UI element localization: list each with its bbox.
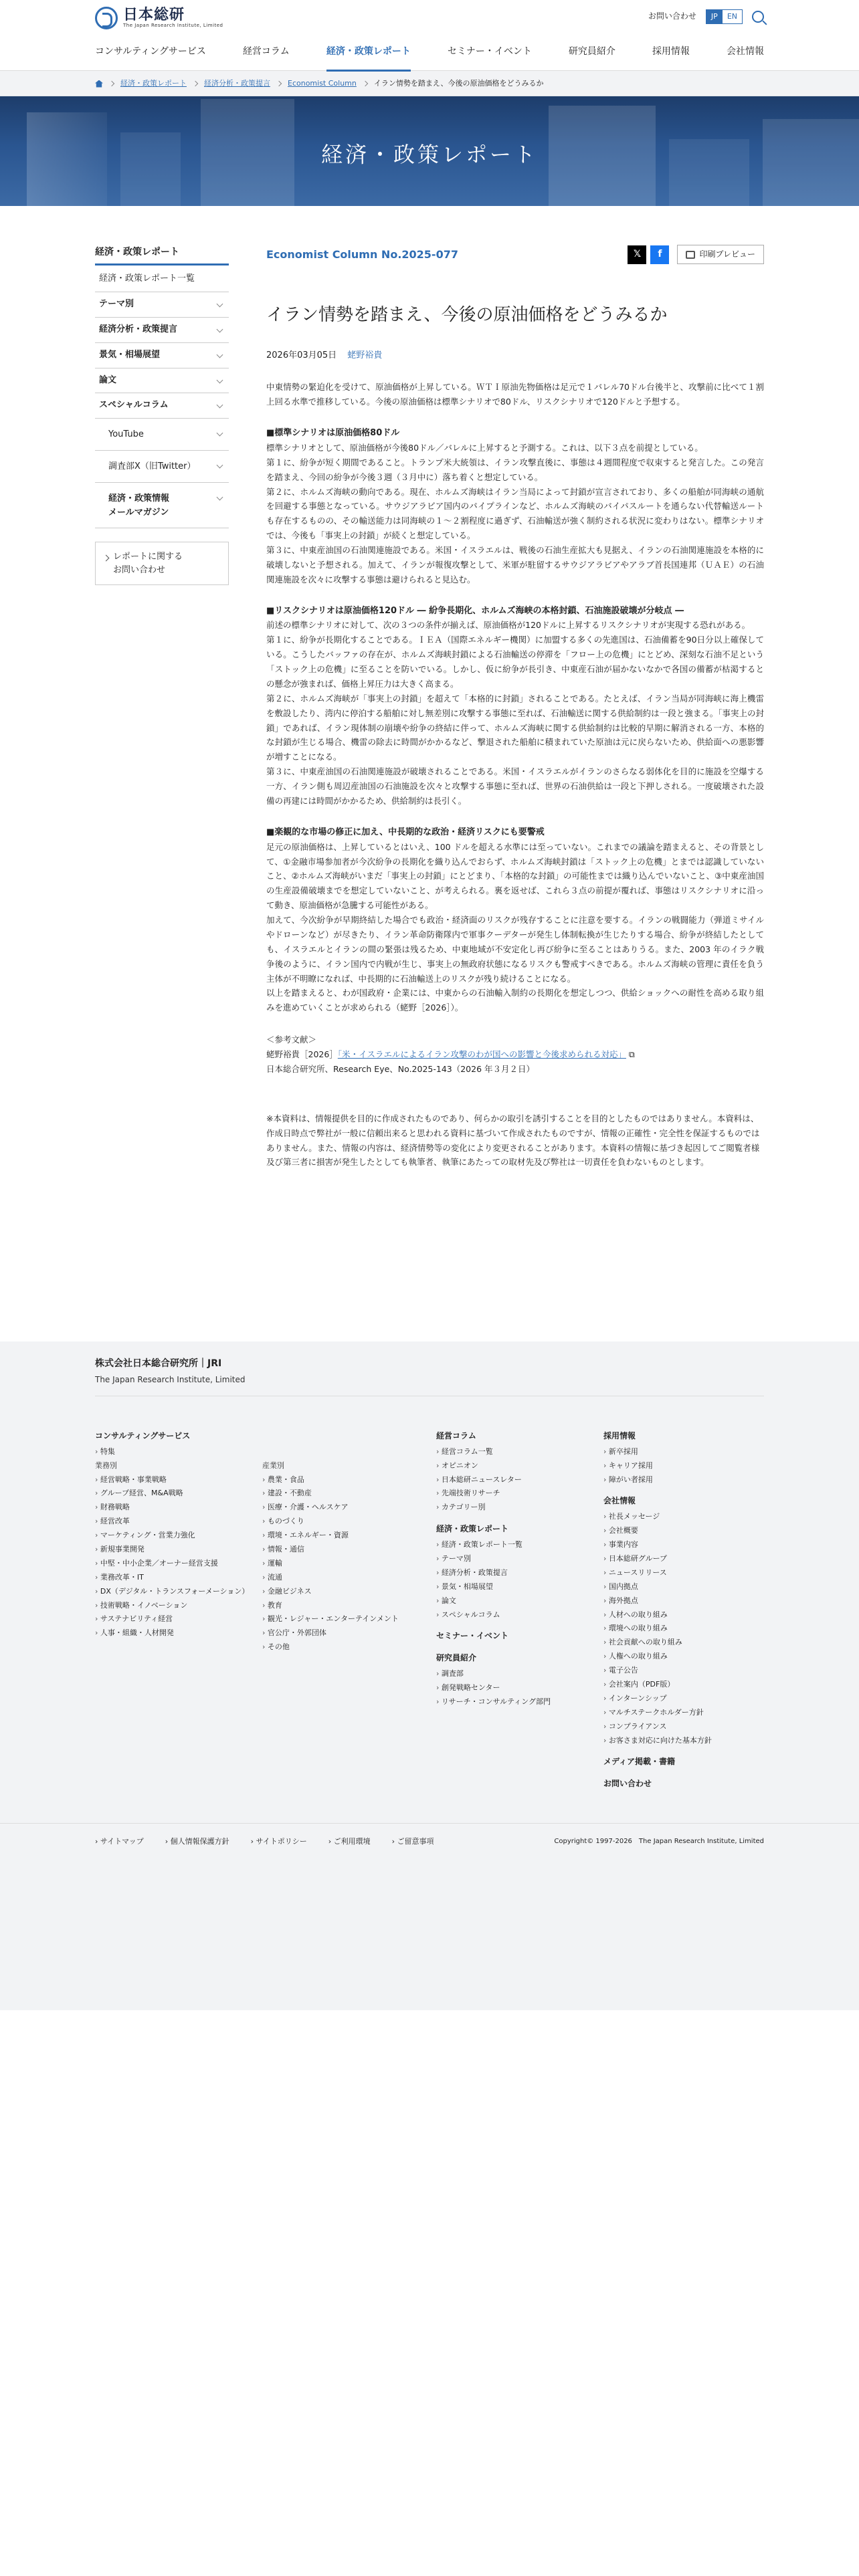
- breadcrumb-separator-icon: [109, 81, 114, 86]
- section-body: 前述の標準シナリオに対して、次の３つの条件が揃えば、原油価格が120ドルに上昇するリスクシナリオが実現する恐れがある。 第１に、紛争が長期化することである。ＩＥＡ（国際エネルギー機関）に加盟する多くの先進国は、石油備蓄を90日分以上確保している。こうしたバッファの存在が、ホルムズ海峡封鎖による石油輸送の停滞を「フロー上の危機」にとどめ、深刻な石油不足という「ストック上の危機」に至ることを防いでいる。しかし、仮に紛争が長引き、中東産石油が届かないなかで各国の備蓄が枯渇するとの懸念が強まれば、価格上昇圧力は大きく高まる。 第２に、ホルムズ海峡が「事実上の封鎖」を超えて「本格的に封鎖」されることである。たとえば、イラン当局が同海峡に海上機雷を敷設したり、湾内に停泊する船舶に対し無差別に攻撃する事態に至れば、石油輸送に関する供給制約は一段と強まる。「事実上の封鎖」であれば、イラン現体制の崩壊や紛争の終結に伴って、ホルムズ海峡に関する供給制約は比較的早期に解消される一方、本格的な封鎖が生じる場合、機雷の除去に時間がかかるなど、撃退された船舶に積まれていた原油は元に戻らないため、供給面への悪影響が増すことになる。 第３に、中東産油国の石油関連施設が破壊されることである。米国・イスラエルがイランのさらなる弱体化を目的に施設を空爆する一方、イラン側も周辺産油国の石油施設を次々と攻撃する事態に至れば、世界の石油供給は一段と下押しされる。一度破壊された設備の再建には時間がかかるため、供給制約は長引く。: [266, 620, 764, 806]
- footer-heading[interactable]: お問い合わせ: [603, 1779, 652, 1789]
- sidebar-item-label: 景気・相場展望: [99, 349, 161, 360]
- footer-link[interactable]: › その他: [262, 1640, 436, 1654]
- footer-link[interactable]: › 農業・食品: [262, 1473, 436, 1487]
- sidebar-item-label: 経済・政策レポート一覧: [99, 274, 195, 284]
- breadcrumb-report[interactable]: 経済・政策レポート: [120, 79, 187, 88]
- footer-link[interactable]: › キャリア採用: [603, 1459, 764, 1473]
- sidebar-item-outlook[interactable]: [95, 343, 229, 368]
- chevron-down-icon: [217, 326, 223, 333]
- footer-link[interactable]: › 電子公告: [603, 1664, 764, 1678]
- footer-heading[interactable]: 会社情報: [603, 1496, 636, 1506]
- breadcrumb-separator-icon: [276, 81, 282, 86]
- footer-link-list: [603, 1445, 764, 1487]
- breadcrumb-current: イラン情勢を踏まえ、今後の原油価格をどうみるか: [373, 79, 544, 88]
- external-link-icon: ⧉: [626, 1049, 635, 1060]
- footer-link[interactable]: › 観光・レジャー・エンターテインメント: [262, 1612, 436, 1626]
- footer-link[interactable]: › 特集: [95, 1445, 262, 1459]
- footer-link-list: [95, 1473, 262, 1641]
- footer-link[interactable]: › 日本総研ニュースレター: [436, 1473, 603, 1487]
- footer-link[interactable]: › 経済分析・政策提言: [436, 1566, 603, 1580]
- sidebar-item-label: 経済・政策情報 メールマガジン: [108, 493, 170, 518]
- footer-link[interactable]: › 創発戦略センター: [436, 1681, 603, 1695]
- footer-subheading: 産業別: [262, 1461, 284, 1470]
- footer-col-company: [603, 1428, 764, 1793]
- language-switch: [706, 9, 743, 24]
- sidebar-item-label: テーマ別: [99, 299, 134, 310]
- footer-link[interactable]: › コンプライアンス: [603, 1720, 764, 1734]
- footer-link[interactable]: › 金融ビジネス: [262, 1585, 436, 1599]
- section-body: 足元の原油価格は、上昇しているとはいえ、100 ドルを超える水準には至っていない。これまでの議論を踏まえると、その背景として、①金融市場参加者が今次紛争の長期化を織り込んでおらず、ホルムズ海峡封鎖は「ストック上の危機」とまでは認識していないこと、②ホルムズ海峡がいまだ「事実上の封鎖」にとどまり、「本格的な封鎖」の可能性までは織り込んでいないこと、③中東産油国の生産設備破壊までを想定していないこと、が考えられる。裏を返せば、これら３点の前提が覆れば、事態はリスクシナリオに沿って動き、原油価格が急騰する可能性がある。 加えて、今次紛争が早期終結した場合でも政治・経済面のリスクが残存することに注意を要する。イランの戦闘能力（弾道ミサイルやドローンなど）が尽きたり、イラン革命防衛隊内で軍事クーデターが発生し体制転換が生じたりする場合、紛争が終結したとしても、イスラエルとイランの間の緊張は残るため、中東地域が不安定化し再び紛争に至ることはありうる。また、2003 年のイラク戦争後のように、イラン国内で内戦が生じ、事実上の無政府状態になるリスクも警戒すべきである。ホルムズ海峡の管理に責任を負う主体が不明瞭になれば、中長期的に石油輸送上のリスクが残り続けることになる。 以上を踏まえると、わが国政府・企業には、中東からの石油輸入制約の長期化を想定しつつ、供給ショックへの耐性を高める取り組みを進めていくことが求められる（蛯野［2026］）。: [266, 841, 764, 1013]
- footer-company-en: The Japan Research Institute, Limited: [95, 1375, 246, 1385]
- gnav-researchers[interactable]: 研究員紹介: [568, 46, 615, 57]
- footer-link[interactable]: › 建設・不動産: [262, 1487, 436, 1501]
- footer-link[interactable]: › 官公庁・外郭団体: [262, 1626, 436, 1640]
- logo-mark-icon: [95, 7, 118, 29]
- section-heading: ■標準シナリオは原油価格80ドル: [266, 428, 400, 439]
- chevron-down-icon: [217, 462, 223, 469]
- gnav-report[interactable]: 経済・政策レポート: [326, 35, 411, 71]
- footer-link[interactable]: › お客さま対応に向けた基本方針: [603, 1734, 764, 1748]
- section-heading: ■リスクシナリオは原油価格120ドル ― 紛争長期化、ホルムズ海峡の本格封鎖、石油施設破壊が分岐点 ―: [266, 605, 684, 616]
- sidebar-item-paper[interactable]: [95, 368, 229, 394]
- footer-link[interactable]: › 人材への取り組み: [603, 1608, 764, 1622]
- footer-link[interactable]: › 業務改革・IT: [95, 1571, 262, 1585]
- footer-link[interactable]: › 新規事業開発: [95, 1543, 262, 1557]
- section-heading: ■楽観的な市場の修正に加え、中長期的な政治・経済リスクにも要警戒: [266, 827, 545, 837]
- footer-link[interactable]: › 中堅・中小企業／オーナー経営支援: [95, 1557, 262, 1571]
- footer-link[interactable]: › スペシャルコラム: [436, 1608, 603, 1622]
- footer-link[interactable]: › 経済・政策レポート一覧: [436, 1538, 603, 1552]
- footer-sitepolicy-link[interactable]: › サイトポリシー: [251, 1836, 307, 1848]
- site-header: [0, 0, 859, 96]
- breadcrumb-economist-column[interactable]: Economist Column: [288, 79, 357, 88]
- logo-subtext: The Japan Research Institute, Limited: [123, 23, 223, 29]
- sidebar-item-newsletter[interactable]: [95, 483, 229, 529]
- sidebar-item-label: 調査部X（旧Twitter）: [108, 461, 196, 471]
- header-contact-link[interactable]: お問い合わせ: [648, 11, 696, 21]
- footer-link[interactable]: › 社会貢献への取り組み: [603, 1636, 764, 1650]
- logo-text: 日本総研: [123, 7, 185, 24]
- footer-link[interactable]: › 社長メッセージ: [603, 1510, 764, 1524]
- footer-link[interactable]: › 流通: [262, 1571, 436, 1585]
- footer-link[interactable]: › 財務戦略: [95, 1501, 262, 1515]
- footer-heading[interactable]: 研究員紹介: [436, 1653, 477, 1663]
- article-lead: 中東情勢の緊迫化を受けて、原油価格が上昇している。ＷＴＩ原油先物価格は足元で１バレル70ドル台後半と、攻撃前に比べて１割上回る水準で推移している。今後の原油価格は標準シナリオで80ドル、リスクシナリオで120ドルと予想する。: [266, 382, 764, 407]
- footer-link[interactable]: › 景気・相場展望: [436, 1580, 603, 1594]
- footer-link[interactable]: › 論文: [436, 1594, 603, 1608]
- footer-col-column: [436, 1428, 603, 1793]
- footer-link[interactable]: › インターンシップ: [603, 1692, 764, 1706]
- home-icon[interactable]: [95, 80, 103, 88]
- footer-link[interactable]: › 調査部: [436, 1667, 603, 1681]
- gnav-seminar[interactable]: セミナー・イベント: [447, 46, 532, 57]
- breadcrumb-separator-icon: [363, 81, 368, 86]
- footer-company-name: 株式会社日本総合研究所｜JRI: [95, 1358, 222, 1369]
- chevron-down-icon: [217, 430, 223, 437]
- disclaimer: ※本資料は、情報提供を目的に作成されたものであり、何らかの取引を誘引することを目的としたものではありません。本資料は、作成日時点で弊社が一般に信頼出来ると思われる資料に基づいて作成されたものですが、情報の正確性・完全性を保証するものではありません。また、情報の内容は、経済情勢等の変化により変更されることがあります。本資料の情報に基づき起因してご閲覧者様及び第三者に損害が発生したとしても執筆者、執筆にあたっての取材先及び弊社は一切責任を負わないものとします。: [266, 1113, 760, 1168]
- footer-link[interactable]: › 海外拠点: [603, 1594, 764, 1608]
- footer-privacy-link[interactable]: › 個人情報保護方針: [165, 1836, 229, 1848]
- footer-link[interactable]: › ものづくり: [262, 1515, 436, 1529]
- sidebar-item-label: 論文: [99, 374, 117, 385]
- footer-link-list: [603, 1510, 764, 1747]
- footer-notes-link[interactable]: › ご留意事項: [392, 1836, 434, 1848]
- footer-link[interactable]: › 医療・介護・ヘルスケア: [262, 1501, 436, 1515]
- footer-bottom-bar: [0, 1823, 859, 1860]
- footer-link[interactable]: › 先端技術リサーチ: [436, 1487, 603, 1501]
- footer-link[interactable]: › 新卒採用: [603, 1445, 764, 1459]
- gnav-recruit[interactable]: 採用情報: [652, 46, 690, 57]
- article: [266, 245, 764, 1170]
- article-title: イラン情勢を踏まえ、今後の原油価格をどうみるか: [266, 305, 668, 326]
- sidebar-item-list[interactable]: [95, 267, 229, 292]
- footer-link[interactable]: › 事業内容: [603, 1538, 764, 1552]
- sidebar-item-x[interactable]: [95, 451, 229, 483]
- sidebar-item-label: スペシャルコラム: [99, 400, 169, 411]
- printer-icon: [686, 251, 695, 259]
- copyright: Copyright© 1997-2026 The Japan Research Institute, Limited: [554, 1838, 764, 1845]
- site-logo[interactable]: [95, 7, 223, 29]
- share-bar: [628, 245, 764, 264]
- global-nav: [0, 35, 859, 71]
- footer-link[interactable]: › 人権への取り組み: [603, 1650, 764, 1664]
- column-number: Economist Column No.2025-077: [266, 247, 458, 261]
- footer-link[interactable]: › マルチステークホルダー方針: [603, 1706, 764, 1720]
- footer-link[interactable]: › 情報・通信: [262, 1543, 436, 1557]
- sidebar: [95, 245, 229, 1170]
- footer-subheading: 業務別: [95, 1461, 117, 1470]
- gnav-company[interactable]: 会社情報: [726, 46, 764, 57]
- chevron-down-icon: [217, 494, 223, 500]
- hero-title: 経済・政策レポート: [320, 142, 538, 167]
- footer-link[interactable]: › カテゴリー別: [436, 1501, 603, 1515]
- sidebar-heading[interactable]: 経済・政策レポート: [95, 245, 229, 265]
- footer-link-list: [436, 1538, 603, 1622]
- hero-banner: [0, 96, 859, 206]
- footer-col-industry: [262, 1428, 436, 1793]
- footer-heading[interactable]: 採用情報: [603, 1431, 636, 1440]
- footer-environment-link[interactable]: › ご利用環境: [328, 1836, 371, 1848]
- sidebar-item-label: YouTube: [108, 429, 144, 440]
- footer-heading[interactable]: コンサルティングサービス: [95, 1431, 191, 1440]
- chevron-down-icon: [217, 351, 223, 358]
- facebook-share-icon[interactable]: f: [650, 245, 669, 264]
- search-icon[interactable]: [752, 11, 764, 23]
- footer-link[interactable]: › 技術戦略・イノベーション: [95, 1599, 262, 1613]
- footer-link[interactable]: › 障がい者採用: [603, 1473, 764, 1487]
- references: [266, 1033, 764, 1077]
- footer-link[interactable]: › 環境・エネルギー・資源: [262, 1529, 436, 1543]
- footer-link-list: [436, 1667, 603, 1709]
- footer-link[interactable]: › リサーチ・コンサルティング部門: [436, 1695, 603, 1709]
- author-link[interactable]: 蛯野裕貴: [347, 350, 383, 360]
- breadcrumb-analysis[interactable]: 経済分析・政策提言: [204, 79, 270, 88]
- chevron-down-icon: [217, 301, 223, 308]
- footer-heading[interactable]: メディア掲載・書籍: [603, 1757, 676, 1767]
- gnav-column[interactable]: 経営コラム: [242, 46, 290, 57]
- reference-link[interactable]: 「米・イスラエルによるイラン攻撃のわが国への影響と今後求められる対応」: [337, 1049, 626, 1060]
- reference-source: 日本総合研究所、Research Eye、No.2025-143（2026 年３月２日）: [266, 1063, 535, 1074]
- print-preview-button[interactable]: [677, 245, 764, 264]
- sidebar-item-label: 経済分析・政策提言: [99, 324, 178, 334]
- chevron-down-icon: [217, 377, 223, 383]
- footer-link[interactable]: › 運輸: [262, 1557, 436, 1571]
- breadcrumb-separator-icon: [193, 81, 198, 86]
- lang-jp-button[interactable]: JP: [706, 10, 723, 23]
- gnav-consulting[interactable]: コンサルティングサービス: [95, 46, 206, 57]
- x-share-icon[interactable]: 𝕏: [628, 245, 646, 264]
- footer-link[interactable]: › 教育: [262, 1599, 436, 1613]
- footer-heading[interactable]: 経営コラム: [436, 1431, 476, 1440]
- footer-link-list: [262, 1473, 436, 1655]
- footer-link[interactable]: › 会社案内（PDF版）: [603, 1678, 764, 1692]
- footer-link[interactable]: › 国内拠点: [603, 1580, 764, 1594]
- article-date: 2026年03月05日: [266, 350, 337, 360]
- report-contact-button[interactable]: レポートに関する お問い合わせ: [95, 542, 229, 585]
- footer-heading[interactable]: 経済・政策レポート: [436, 1524, 509, 1534]
- footer-link[interactable]: › 日本総研グループ: [603, 1552, 764, 1566]
- breadcrumb: [0, 71, 859, 96]
- footer-link[interactable]: › マーケティング・営業力強化: [95, 1529, 262, 1543]
- sidebar-item-youtube[interactable]: [95, 419, 229, 451]
- sidebar-item-theme[interactable]: [95, 292, 229, 318]
- footer-heading[interactable]: セミナー・イベント: [436, 1631, 509, 1641]
- footer-col-consulting: [95, 1428, 262, 1793]
- footer-link[interactable]: › 経営戦略・事業戦略: [95, 1473, 262, 1487]
- footer-link[interactable]: › サステナビリティ経営: [95, 1612, 262, 1626]
- footer-link[interactable]: › 経営コラム一覧: [436, 1445, 603, 1459]
- footer-link-list: [436, 1445, 603, 1515]
- print-label: 印刷プレビュー: [699, 249, 755, 259]
- references-heading: ＜参考文献＞: [266, 1035, 317, 1045]
- chevron-down-icon: [217, 402, 223, 409]
- footer-link[interactable]: › ニュースリリース: [603, 1566, 764, 1580]
- section-body: 標準シナリオとして、原油価格が今後80ドル／バレルに上昇すると予測する。これは、以下３点を前提としている。 第１に、紛争が短く期間であること。トランプ米大統領は、イラン攻撃直後に、事態は４週間程度で収束すると発言した。この発言を踏まえ、今回の紛争が今後３週（３月中に）落ち着くと想定している。 第２に、ホルムズ海峡の動向である。現在、ホルムズ海峡はイラン当局によって封鎖が宣言されており、多くの船舶が同海峡の通航を回避する事態となっている。サウジアラビア国内のパイプラインなど、ホルムズ海峡のバイパスルートを通らない代替輸送ルートも存在するものの、その輸送能力は同海峡の１～２割程度に過ぎず、石油輸送が強く制約される状況に変わりはない。標準シナリオでは、今後も「事実上の封鎖」が続くと想定している。 第３に、中東産油国の石油関連施設である。米国・イスラエルは、戦後の石油生産拡大も見据え、イランの石油関連施設を本格的に破壊しないと予想される。加えて、イランが報復攻撃として、米軍が駐留するサウジアラビアやアラブ首長国連邦（ＵＡＥ）の石油関連施設を次々に攻撃する事態は避けられると見込む。: [266, 442, 764, 584]
- footer-link[interactable]: › 人事・組織・人材開発: [95, 1626, 262, 1640]
- footer-link[interactable]: › 会社概要: [603, 1524, 764, 1538]
- footer-link[interactable]: › 環境への取り組み: [603, 1622, 764, 1636]
- sidebar-item-analysis[interactable]: [95, 318, 229, 343]
- footer-link[interactable]: › DX（デジタル・トランスフォーメーション）: [95, 1585, 262, 1599]
- footer-sitemap-link[interactable]: › サイトマップ: [95, 1836, 144, 1848]
- site-footer: [0, 1341, 859, 2010]
- footer-link[interactable]: › テーマ別: [436, 1552, 603, 1566]
- footer-link[interactable]: › オピニオン: [436, 1459, 603, 1473]
- lang-en-button[interactable]: EN: [727, 12, 737, 21]
- footer-link[interactable]: › グループ経営、M&A戦略: [95, 1487, 262, 1501]
- sidebar-item-special[interactable]: [95, 393, 229, 419]
- footer-link[interactable]: › 経営改革: [95, 1515, 262, 1529]
- reference-author: 蛯野裕貴［2026］: [266, 1049, 338, 1060]
